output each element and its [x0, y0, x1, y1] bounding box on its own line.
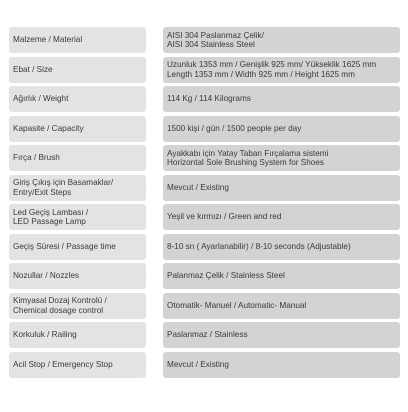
spec-label	[9, 204, 146, 230]
spec-row-nozzles	[9, 263, 400, 289]
spec-value	[163, 322, 400, 348]
spec-label	[9, 86, 146, 112]
spec-label	[9, 145, 146, 171]
spec-label-text: Geçiş Süresi / Passage time	[13, 241, 116, 251]
spec-label-text: Kimyasal Dozaj Kontrolü / Chemical dosage control	[13, 296, 107, 315]
spec-value	[163, 145, 400, 171]
spec-row-weight	[9, 86, 400, 112]
spec-value	[163, 293, 400, 319]
spec-label	[9, 175, 146, 201]
spec-label-text: Kapasite / Capacity	[13, 123, 84, 133]
spec-label	[9, 322, 146, 348]
spec-label	[9, 352, 146, 378]
spec-value	[163, 263, 400, 289]
spec-value-text: Otomatik- Manuel / Automatic- Manual	[167, 300, 307, 310]
spec-label	[9, 234, 146, 260]
spec-label-text: Led Geçiş Lambası / LED Passage Lamp	[13, 207, 89, 226]
spec-label-text: Giriş Çıkış için Basamaklar/ Entry/Exit Steps	[13, 178, 114, 197]
spec-value	[163, 57, 400, 83]
spec-label-text: Acil Stop / Emergency Stop	[13, 359, 113, 369]
spec-label	[9, 57, 146, 83]
spec-value-text: Mevcut / Existing	[167, 359, 229, 369]
spec-value-text: 114 Kg / 114 Kilograms	[167, 94, 251, 104]
spec-row-steps	[9, 175, 400, 201]
spec-row-railing	[9, 322, 400, 348]
spec-row-emergency-stop	[9, 352, 400, 378]
spec-label-text: Fırça / Brush	[13, 153, 60, 163]
spec-label-text: Korkuluk / Railing	[13, 330, 77, 340]
spec-value	[163, 175, 400, 201]
spec-label	[9, 263, 146, 289]
spec-row-lamp	[9, 204, 400, 230]
spec-value-text: Ayakkabı için Yatay Taban Fırçalama sistemi Horizontal Sole Brushing System for Shoes	[167, 148, 329, 167]
spec-value-text: 1500 kişi / gün / 1500 people per day	[167, 123, 302, 133]
spec-label-text: Nozullar / Nozzles	[13, 271, 79, 281]
spec-value-text: AISI 304 Paslanmaz Çelik/ AISI 304 Stainless Steel	[167, 30, 264, 49]
spec-label-text: Ebat / Size	[13, 64, 53, 74]
spec-value-text: Paslanmaz / Stainless	[167, 330, 248, 340]
spec-value	[163, 27, 400, 53]
spec-value-text: Uzunluk 1353 mm / Genişlik 925 mm/ Yükseklik 1625 mm Length 1353 mm / Width 925 mm / Height 1625 mm	[167, 60, 377, 79]
spec-row-size	[9, 57, 400, 83]
spec-label	[9, 116, 146, 142]
spec-value-text: Yeşil ve kırmızı / Green and red	[167, 212, 282, 222]
spec-row-chemical-dosage	[9, 293, 400, 319]
spec-value	[163, 204, 400, 230]
spec-value	[163, 86, 400, 112]
spec-value-text: 8-10 sn ( Ayarlanabilir) / 8-10 seconds (Adjustable)	[167, 241, 351, 251]
spec-value	[163, 116, 400, 142]
spec-value	[163, 234, 400, 260]
spec-label-text: Malzeme / Material	[13, 35, 83, 45]
spec-row-material	[9, 27, 400, 53]
spec-row-brush	[9, 145, 400, 171]
spec-value	[163, 352, 400, 378]
spec-label-text: Ağırlık / Weight	[13, 94, 69, 104]
spec-row-capacity	[9, 116, 400, 142]
spec-table	[9, 27, 400, 381]
spec-row-passage-time	[9, 234, 400, 260]
spec-value-text: Mevcut / Existing	[167, 182, 229, 192]
spec-value-text: Palanmaz Çelik / Stainless Steel	[167, 271, 285, 281]
spec-label	[9, 27, 146, 53]
spec-label	[9, 293, 146, 319]
